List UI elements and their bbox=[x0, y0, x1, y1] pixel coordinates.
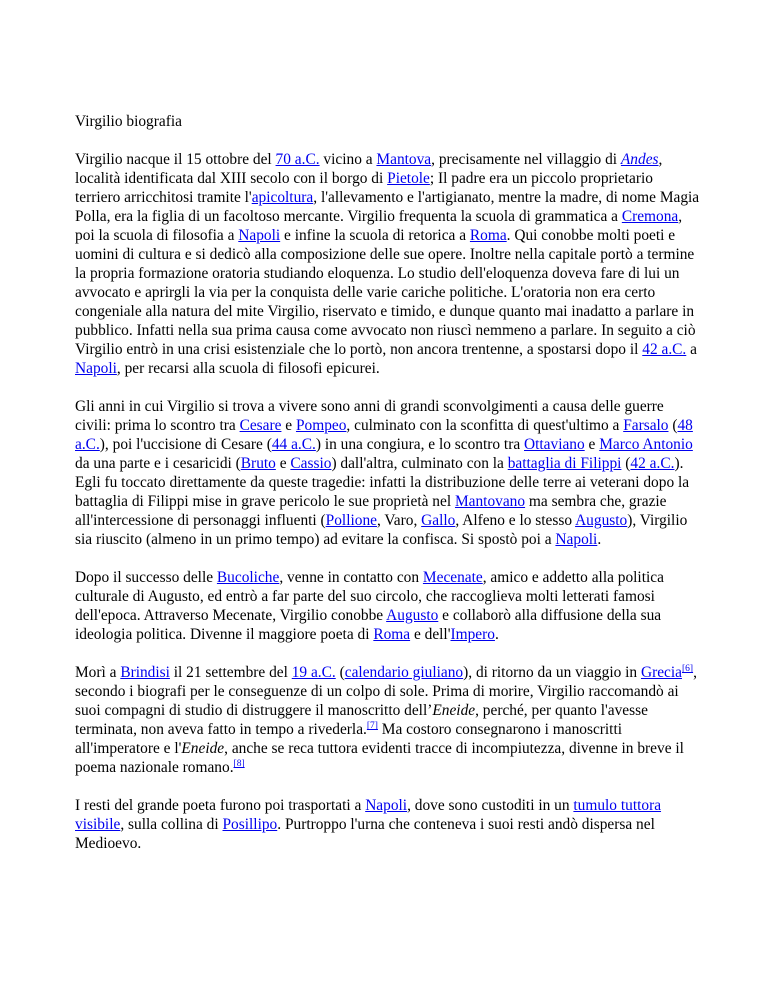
link-48-ac[interactable]: 48 a.C. bbox=[75, 417, 693, 453]
link-brindisi[interactable]: Brindisi bbox=[120, 664, 170, 681]
footnote-ref-8[interactable]: [8] bbox=[233, 758, 245, 769]
text: I resti del grande poeta furono poi trasportati a bbox=[75, 797, 366, 814]
text: il 21 settembre del bbox=[169, 664, 292, 681]
link-pollione[interactable]: Pollione bbox=[325, 512, 377, 529]
text: Virgilio nacque il 15 ottobre del bbox=[75, 151, 276, 168]
link-70-ac[interactable]: 70 a.C. bbox=[275, 151, 320, 168]
link-apicoltura[interactable]: apicoltura bbox=[251, 189, 314, 206]
link-gallo[interactable]: Gallo bbox=[421, 512, 456, 529]
link-impero[interactable]: Impero bbox=[450, 626, 495, 643]
text: . Purtroppo l'urna che conteneva i suoi resti andò dispersa nel Medioevo. bbox=[75, 816, 655, 852]
text: a bbox=[686, 341, 697, 358]
text: ( bbox=[668, 417, 678, 434]
text: Ma costoro consegnarono i manoscritti all'imperatore e l' bbox=[75, 721, 623, 757]
link-andes-label: Andes bbox=[620, 151, 659, 168]
text: ma sembra che, grazie all'intercessione di personaggi influenti ( bbox=[75, 493, 667, 529]
text: Dopo il successo delle bbox=[75, 569, 217, 586]
link-bucoliche[interactable]: Bucoliche bbox=[216, 569, 280, 586]
paragraph-birth bbox=[75, 150, 700, 378]
text: e infine la scuola di retorica a bbox=[280, 227, 470, 244]
footnote-ref-6[interactable]: [6] bbox=[681, 663, 694, 674]
link-grecia[interactable]: Grecia bbox=[640, 664, 682, 681]
text: ), di ritorno da un viaggio in bbox=[463, 664, 641, 681]
link-cremona[interactable]: Cremona bbox=[621, 208, 679, 225]
paragraph-death bbox=[75, 663, 700, 777]
text: ; Il padre era un piccolo proprietario terriero arricchitosi tramite l' bbox=[75, 170, 653, 206]
text: , venne in contatto con bbox=[279, 569, 423, 586]
link-42-ac[interactable]: 42 a.C. bbox=[630, 455, 675, 472]
link-cassio[interactable]: Cassio bbox=[290, 455, 332, 472]
footnote-ref-7[interactable]: [7] bbox=[366, 720, 378, 731]
link-pietole[interactable]: Pietole bbox=[387, 170, 430, 187]
text: Gli anni in cui Virgilio si trova a vivere sono anni di grandi sconvolgimenti a causa delle guerre civili: prima lo scontro tra bbox=[75, 398, 664, 434]
text: , precisamente nel villaggio di bbox=[431, 151, 621, 168]
link-napoli[interactable]: Napoli bbox=[238, 227, 281, 244]
text: , per recarsi alla scuola di filosofi epicurei. bbox=[116, 360, 380, 377]
text: ) dall'altra, culminato con la bbox=[331, 455, 508, 472]
link-mecenate[interactable]: Mecenate bbox=[422, 569, 483, 586]
link-pompeo[interactable]: Pompeo bbox=[295, 417, 347, 434]
text: , secondo i biografi per le conseguenze di un colpo di sole. Prima di morire, Virgilio raccomandò ai suoi compagni di studio di distruggere il manoscritto dell’ bbox=[75, 664, 697, 719]
text: e bbox=[584, 436, 600, 453]
link-mantovano[interactable]: Mantovano bbox=[454, 493, 526, 510]
text: . bbox=[494, 626, 499, 643]
text: , l'allevamento e l'artigianato, mentre la madre, di nome Magia Polla, era la figlia di un facoltoso mercante. Virgilio frequenta la scuola di grammatica a bbox=[75, 189, 700, 225]
text: , sulla collina di bbox=[120, 816, 223, 833]
text: , poi la scuola di filosofia a bbox=[75, 208, 683, 244]
text: . bbox=[597, 531, 602, 548]
link-posillipo[interactable]: Posillipo bbox=[222, 816, 278, 833]
link-andes[interactable] bbox=[621, 151, 659, 168]
text: da una parte e i cesaricidi ( bbox=[75, 455, 241, 472]
document-title: Virgilio biografia bbox=[75, 113, 182, 130]
text: vicino a bbox=[319, 151, 377, 168]
link-napoli[interactable]: Napoli bbox=[365, 797, 408, 814]
link-ottaviano[interactable]: Ottaviano bbox=[524, 436, 585, 453]
text: ( bbox=[621, 455, 631, 472]
link-bruto[interactable]: Bruto bbox=[240, 455, 276, 472]
link-42-ac[interactable]: 42 a.C. bbox=[642, 341, 687, 358]
text: e bbox=[275, 455, 291, 472]
text: . Qui conobbe molti poeti e uomini di cultura e si dedicò alla composizione delle sue opere. Inoltre nella capitale portò a termine la propria formazione oratoria studiando eloquenza. Lo studio dell'eloquenza doveva fare di lui un avvocato e aprirgli la via per la conquista delle varie cariche politiche. L'oratoria non era certo congeniale alla natura del mite Virgilio, riservato e timido, e dunque quanto mai inadatto a parlare in pubblico. Infatti nella sua prima causa come avvocato non riuscì nemmeno a parlare. In seguito a ciò Virgilio entrò in una crisi esistenziale che lo portò, non ancora trentenne, a spostarsi dopo il bbox=[75, 227, 696, 358]
link-calendario-giuliano[interactable]: calendario giuliano bbox=[344, 664, 464, 681]
link-napoli[interactable]: Napoli bbox=[75, 360, 117, 377]
link-mantova[interactable]: Mantova bbox=[376, 151, 432, 168]
text: e collaborò alla diffusione della sua ideologia politica. Divenne il maggiore poeta di bbox=[75, 607, 662, 643]
link-farsalo[interactable]: Farsalo bbox=[623, 417, 669, 434]
text: ). Egli fu toccato direttamente da queste tragedie: infatti la distribuzione delle terre ai veterani dopo la battaglia di Filippi mise in grave pericolo le sue proprietà nel bbox=[75, 455, 690, 510]
link-roma[interactable]: Roma bbox=[373, 626, 411, 643]
paragraph-mecenate bbox=[75, 568, 700, 644]
document-body bbox=[75, 112, 700, 872]
paragraph-civil-wars bbox=[75, 397, 700, 549]
paragraph-remains bbox=[75, 796, 700, 853]
link-cesare[interactable]: Cesare bbox=[239, 417, 282, 434]
link-augusto[interactable]: Augusto bbox=[575, 512, 628, 529]
link-battaglia-di-filippi[interactable]: battaglia di Filippi bbox=[507, 455, 622, 472]
text: e dell' bbox=[410, 626, 451, 643]
link-44-ac[interactable]: 44 a.C. bbox=[271, 436, 316, 453]
text: , culminato con la sconfitta di quest'ultimo a bbox=[346, 417, 624, 434]
text: ( bbox=[335, 664, 345, 681]
text: ) in una congiura, e lo scontro tra bbox=[315, 436, 524, 453]
link-19-ac[interactable]: 19 a.C. bbox=[291, 664, 336, 681]
text: ), poi l'uccisione di Cesare ( bbox=[99, 436, 272, 453]
link-napoli[interactable]: Napoli bbox=[555, 531, 598, 548]
text: Morì a bbox=[75, 664, 121, 681]
text: , Varo, bbox=[376, 512, 422, 529]
text: , dove sono custoditi in un bbox=[407, 797, 574, 814]
link-augusto[interactable]: Augusto bbox=[386, 607, 439, 624]
title-eneide: Eneide bbox=[181, 740, 225, 757]
link-tumulo-tuttora-visibile[interactable]: tumulo tuttora visibile bbox=[75, 797, 662, 833]
link-roma[interactable]: Roma bbox=[469, 227, 507, 244]
text: , anche se reca tuttora evidenti tracce di incompiutezza, divenne in breve il poema nazionale romano. bbox=[75, 740, 684, 776]
text: , località identificata dal XIII secolo con il borgo di bbox=[75, 151, 663, 187]
title-eneide: Eneide bbox=[432, 702, 476, 719]
text: e bbox=[281, 417, 296, 434]
text: ), Virgilio sia riuscito (almeno in un primo tempo) ad evitare la confisca. Si spostò poi a bbox=[75, 512, 688, 548]
text: , Alfeno e lo stesso bbox=[455, 512, 576, 529]
link-marco-antonio[interactable]: Marco Antonio bbox=[599, 436, 693, 453]
text: , perché, per quanto l'avesse terminata, non aveva fatto in tempo a rivederla. bbox=[75, 702, 648, 738]
text: , amico e addetto alla politica culturale di Augusto, ed entrò a far parte del suo circolo, che raccoglieva molti letterati famosi dell'epoca. Attraverso Mecenate, Virgilio conobbe bbox=[75, 569, 664, 624]
